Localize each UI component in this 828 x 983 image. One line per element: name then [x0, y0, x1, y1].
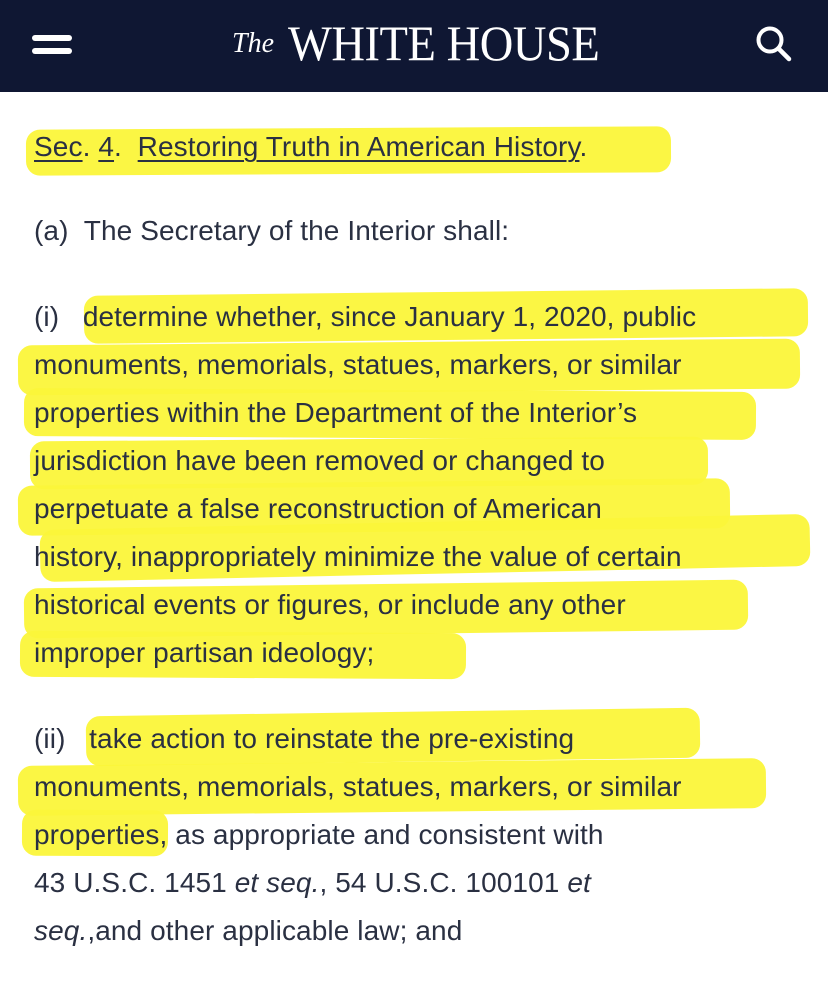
usc-citation-2: , 54 U.S.C. 100101 — [319, 867, 568, 898]
paragraph-i-text: determine whether, since January 1, 2020, public — [82, 301, 697, 332]
menu-bar-top — [32, 35, 72, 41]
search-icon[interactable] — [754, 24, 794, 64]
paragraph-i-line — [34, 300, 696, 334]
paragraph-ii-text: take action to reinstate the pre-existing — [89, 723, 575, 754]
paragraph-ii-label: (ii) — [34, 723, 66, 754]
paragraph-i-line: improper partisan ideology; — [34, 637, 375, 668]
paragraph-ii-line: monuments, memorials, statues, markers, or similar — [34, 771, 682, 802]
paragraph-i-line: jurisdiction have been removed or changed to — [34, 445, 605, 476]
article-content — [0, 92, 828, 983]
paragraph-ii-line — [34, 722, 574, 756]
other-law-text: ,and other applicable law; and — [87, 915, 463, 946]
hamburger-menu-icon[interactable] — [32, 30, 72, 58]
paragraph-i-line: monuments, memorials, statues, markers, or similar — [34, 349, 682, 380]
et-italic: et — [567, 867, 591, 898]
site-header — [0, 0, 828, 92]
paragraph-a — [34, 214, 509, 248]
paragraph-a-label: (a) — [34, 215, 69, 246]
section-heading: Sec. 4. Restoring Truth in American History. — [34, 131, 588, 162]
paragraph-i-line: properties within the Department of the Interior’s — [34, 397, 638, 428]
logo-white-house: WHITE HOUSE — [288, 15, 600, 71]
paragraph-ii-line — [34, 866, 591, 900]
paragraph-i-line: history, inappropriately minimize the value of certain — [34, 541, 682, 572]
sec-number-link[interactable]: 4 — [98, 131, 115, 162]
paragraph-i-line: historical events or figures, or include any other — [34, 589, 626, 620]
paragraph-a-text: The Secretary of the Interior shall: — [83, 215, 510, 246]
paragraph-i-line: perpetuate a false reconstruction of American — [34, 493, 602, 524]
et-seq-italic: et seq. — [234, 867, 320, 898]
section-title-link[interactable]: Restoring Truth in American History — [137, 131, 580, 162]
paragraph-ii-line: properties, as appropriate and consistent with — [34, 819, 604, 850]
paragraph-ii-line — [34, 914, 462, 948]
seq-italic: seq. — [34, 915, 88, 946]
menu-bar-bottom — [32, 48, 72, 54]
sec-link[interactable]: Sec — [34, 131, 83, 162]
section-title-period: . — [579, 131, 588, 162]
logo-the: The — [232, 28, 274, 59]
site-logo[interactable] — [232, 14, 623, 72]
usc-citation-1: 43 U.S.C. 1451 — [34, 867, 235, 898]
paragraph-i-label: (i) — [34, 301, 60, 332]
